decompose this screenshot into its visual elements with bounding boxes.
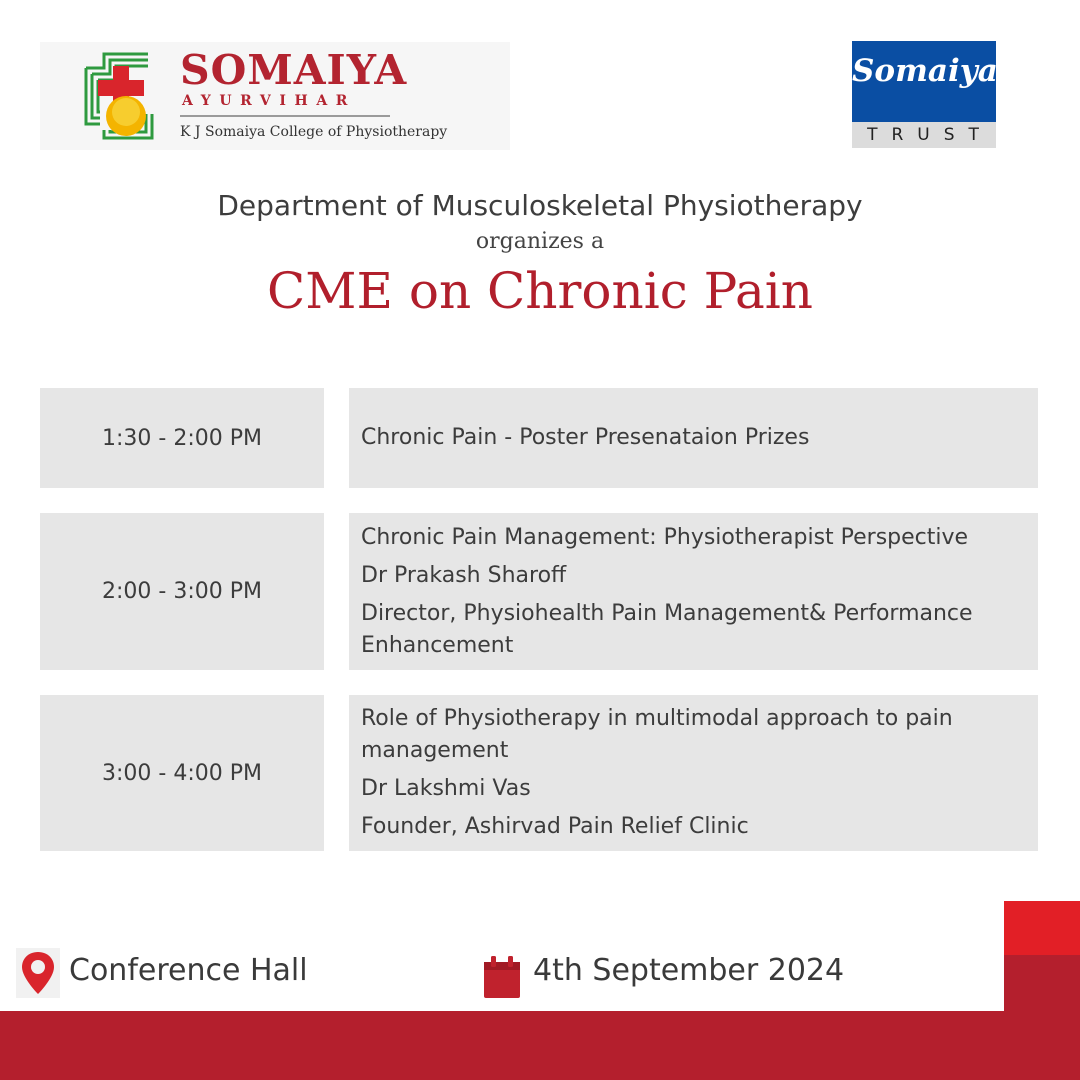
location-text: Conference Hall <box>69 953 308 988</box>
footer-bar <box>0 1011 1080 1080</box>
department-name: Department of Musculoskeletal Physiotherapy <box>217 189 863 222</box>
somaiya-ayurvihar-logo <box>40 42 510 150</box>
calendar-icon <box>484 956 520 998</box>
event-title: CME on Chronic Pain <box>267 262 813 320</box>
schedule-time-3: 3:00 - 4:00 PM <box>40 695 324 851</box>
logo-divider <box>180 115 390 117</box>
somaiya-trust-logo <box>852 41 996 148</box>
trust-logo-script: Somaiya <box>852 53 998 89</box>
speaker-name: Dr Prakash Sharoff <box>361 562 567 588</box>
logo-subtitle: AYURVIHAR <box>182 93 357 109</box>
somaiya-emblem-icon <box>78 48 174 148</box>
session-title: Chronic Pain - Poster Presenataion Prizes <box>361 425 810 450</box>
schedule-details-2 <box>349 513 1038 670</box>
schedule-time-2: 2:00 - 3:00 PM <box>40 513 324 670</box>
trust-logo-word: TRUST <box>867 125 993 145</box>
session-title: Chronic Pain Management: Physiotherapist Perspective <box>361 524 969 550</box>
map-pin-icon <box>16 948 60 998</box>
speaker-designation: Founder, Ashirvad Pain Relief Clinic <box>361 814 749 839</box>
session-title: Role of Physiotherapy in multimodal approach to pain management <box>361 706 953 763</box>
schedule-time-1: 1:30 - 2:00 PM <box>40 388 324 488</box>
speaker-designation: Director, Physiohealth Pain Management& Performance Enhancement <box>361 600 973 658</box>
event-date: 4th September 2024 <box>533 953 845 988</box>
organizes-text: organizes a <box>475 229 605 254</box>
logo-college-name: K J Somaiya College of Physiotherapy <box>180 124 448 140</box>
corner-dark-block <box>1004 955 1080 1011</box>
schedule-details-3 <box>349 695 1038 851</box>
schedule-details-1 <box>349 388 1038 488</box>
logo-brand-name: SOMAIYA <box>180 46 408 94</box>
corner-accent-block <box>1004 901 1080 955</box>
speaker-name: Dr Lakshmi Vas <box>361 776 531 801</box>
